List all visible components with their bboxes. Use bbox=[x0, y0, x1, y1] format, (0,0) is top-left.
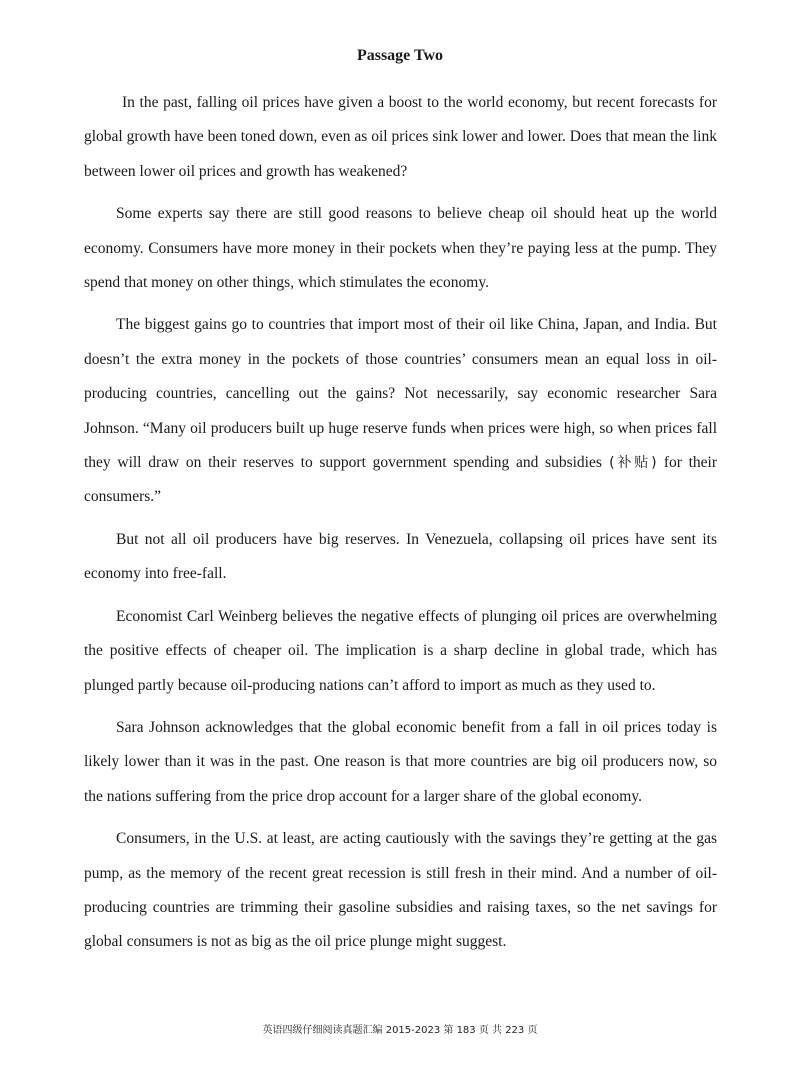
passage-body bbox=[84, 86, 717, 968]
page-footer: 英语四级仔细阅读真题汇编 2015-2023 第 183 页 共 223 页 bbox=[262, 1025, 538, 1036]
paragraph-6: Sara Johnson acknowledges that the global economic benefit from a fall in oil prices today is likely lower than it was in the past. One reason is that more countries are big oil producers now, so the nations suffering from the price drop account for a larger share of the global economy. bbox=[84, 718, 717, 805]
paragraph-3 bbox=[84, 308, 717, 514]
paragraph-1: In the past, falling oil prices have given a boost to the world economy, but recent forecasts for global growth have been toned down, even as oil prices sink lower and lower. Does that mean the link between lower oil prices and growth has weakened? bbox=[84, 94, 717, 180]
paragraph-3-text: The biggest gains go to countries that import most of their oil like China, Japan, and India. But doesn’t the extra money in the pockets of those countries’ consumers mean an equal loss in oil-producing countries, cancelling out the gains? Not necessarily, say economic researcher Sara Johnson. “Many oil producers built up huge reserve funds when prices were high, so when prices fall they will draw on their reserves to support government spending and subsidies bbox=[84, 316, 717, 472]
paragraph-3-gloss: (补贴) bbox=[601, 455, 664, 472]
paragraph-7: Consumers, in the U.S. at least, are acting cautiously with the savings they’re getting at the gas pump, as the memory of the recent great recession is still fresh in their mind. And a number of oil-producing countries are trimming their gasoline subsidies and raising taxes, so the net savings for global consumers is not as big as the oil price plunge might suggest. bbox=[84, 830, 717, 951]
paragraph-3-text-end: for their consumers.” bbox=[84, 454, 718, 506]
paragraph-2: Some experts say there are still good reasons to believe cheap oil should heat up the world economy. Consumers have more money in their pockets when they’re paying less at the pump. They spend that money on other things, which stimulates the economy. bbox=[84, 205, 717, 292]
passage-title: Passage Two bbox=[356, 47, 444, 64]
paragraph-4: But not all oil producers have big reserves. In Venezuela, collapsing oil prices have sent its economy into free-fall. bbox=[84, 530, 717, 583]
paragraph-5: Economist Carl Weinberg believes the negative effects of plunging oil prices are overwhelming the positive effects of cheaper oil. The implication is a sharp decline in global trade, which has plunged partly because oil-producing nations can’t afford to import as much as they used to. bbox=[84, 607, 717, 694]
